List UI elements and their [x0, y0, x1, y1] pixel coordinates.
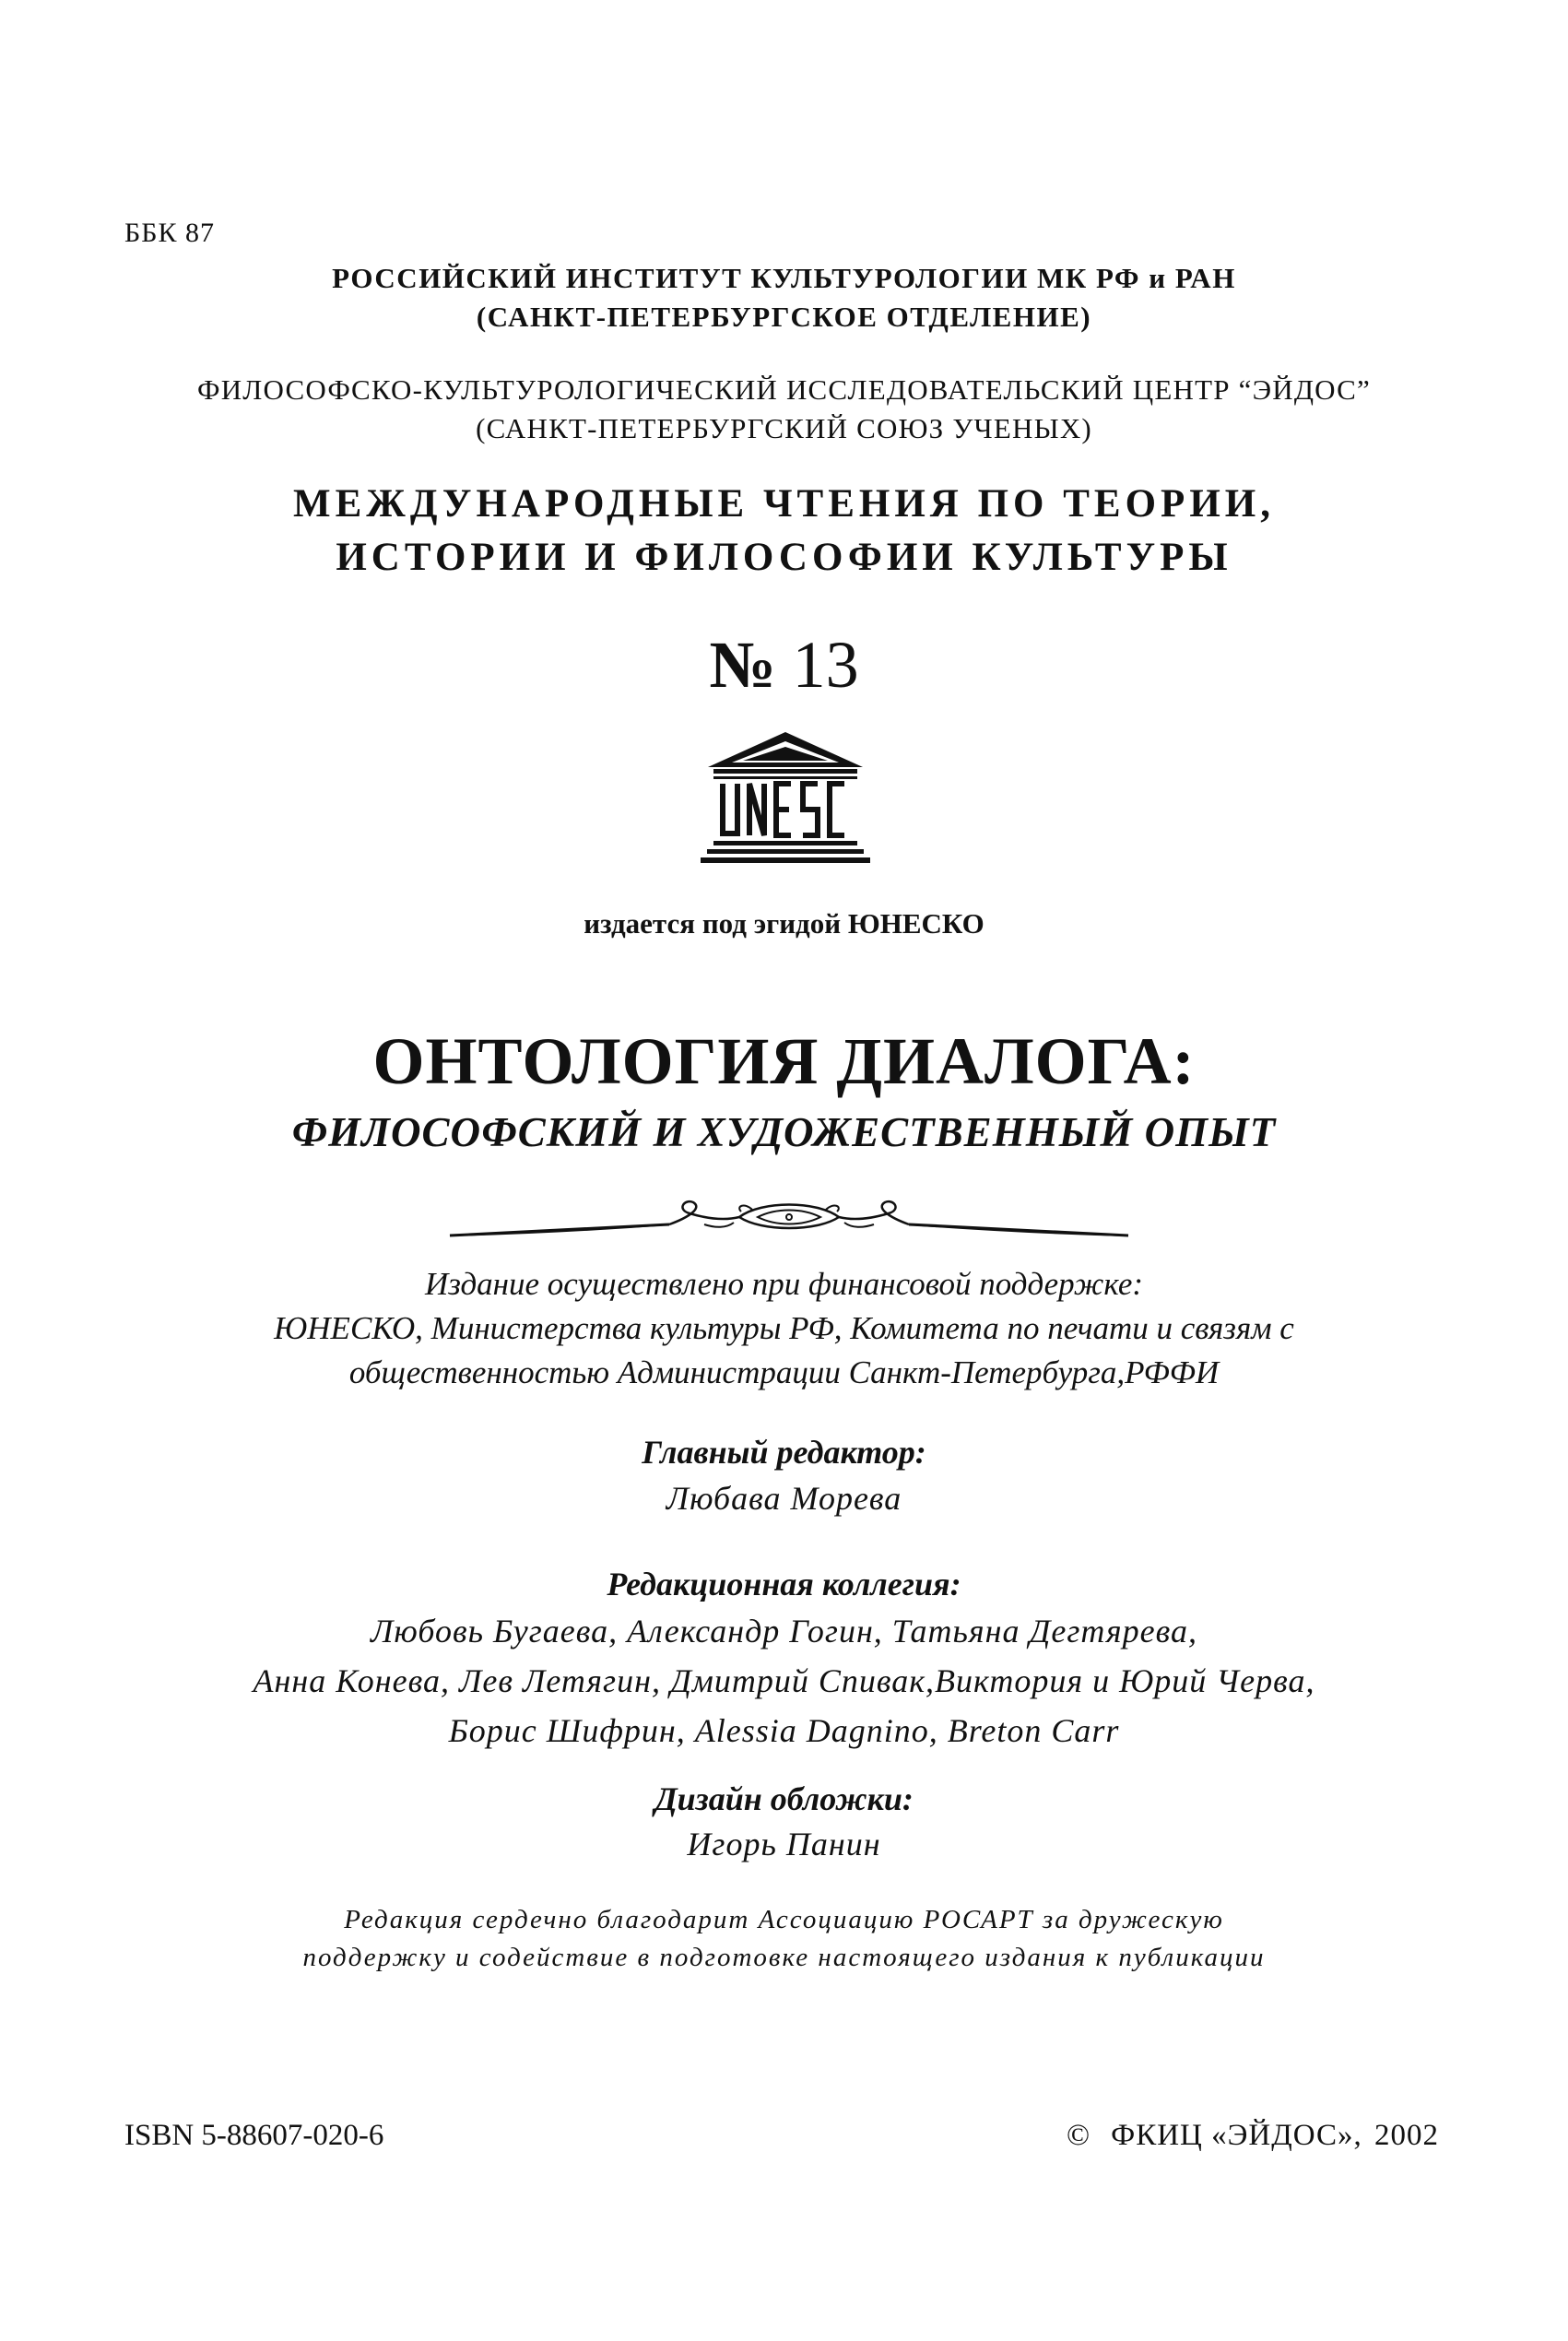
institute-branch: (САНКТ-ПЕТЕРБУРГСКОЕ ОТДЕЛЕНИЕ) [476, 301, 1092, 333]
aegis-note: издается под эгидой ЮНЕСКО [584, 907, 984, 940]
flourish-divider-icon [448, 1197, 1130, 1243]
book-subtitle: ФИЛОСОФСКИЙ И ХУДОЖЕСТВЕННЫЙ ОПЫТ [291, 1109, 1277, 1155]
thanks-line2: поддержку и содействие в подготовке настоящего издания к публикации [302, 1943, 1266, 1972]
funding-sponsors-line2: общественностью Администрации Санкт-Петербурга,РФФИ [348, 1354, 1220, 1390]
issue-number [0, 627, 1568, 703]
series-title-line2: ИСТОРИИ И ФИЛОСОФИИ КУЛЬТУРЫ [336, 536, 1232, 579]
board-members-line3: Борис Шифрин, Alessia Dagnino, Breton Carr [448, 1712, 1120, 1749]
isbn: ISBN 5-88607-020-6 [124, 2119, 384, 2152]
cover-design-heading: Дизайн обложки: [654, 1780, 914, 1817]
series-title-line1: МЕЖДУНАРОДНЫЕ ЧТЕНИЯ ПО ТЕОРИИ, [293, 482, 1275, 526]
issue-sign: № [709, 628, 776, 702]
funding-sponsors-line1: ЮНЕСКО, Министерства культуры РФ, Комитета по печати и связям с [274, 1310, 1294, 1346]
funding-heading: Издание осуществлено при финансовой поддержке: [424, 1266, 1144, 1302]
cover-designer-name: Игорь Панин [687, 1826, 881, 1862]
copyright-year: 2002 [1374, 2119, 1439, 2152]
book-title: ОНТОЛОГИЯ ДИАЛОГА: [372, 1024, 1196, 1098]
copyright-publisher: ФКИЦ «ЭЙДОС», [1111, 2119, 1362, 2152]
unesco-logo-text: UNESCO [785, 822, 790, 823]
bbk-code: ББК 87 [124, 218, 215, 248]
unesco-logo-icon [701, 730, 870, 867]
chief-editor-heading: Главный редактор: [642, 1434, 926, 1471]
board-members-line1: Любовь Бугаева, Александр Гогин, Татьяна Дегтярева, [371, 1613, 1197, 1649]
institute-name: РОССИЙСКИЙ ИНСТИТУТ КУЛЬТУРОЛОГИИ МК РФ и РАН [332, 262, 1236, 294]
center-name: ФИЛОСОФСКО-КУЛЬТУРОЛОГИЧЕСКИЙ ИССЛЕДОВАТЕЛЬСКИЙ ЦЕНТР “ЭЙДОС” [197, 373, 1371, 406]
thanks-line1: Редакция сердечно благодарит Ассоциацию РОСАРТ за дружескую [344, 1905, 1224, 1934]
issue-value: 13 [792, 628, 859, 702]
copyright [1067, 2119, 1439, 2153]
chief-editor-name: Любава Морева [666, 1480, 902, 1517]
center-union: (САНКТ-ПЕТЕРБУРГСКИЙ СОЮЗ УЧЕНЫХ) [476, 412, 1092, 444]
board-heading: Редакционная коллегия: [607, 1566, 961, 1602]
copyright-icon: © [1067, 2119, 1091, 2152]
unesco-temple-logo [701, 730, 870, 867]
board-members-line2: Анна Конева, Лев Летягин, Дмитрий Спивак,Виктория и Юрий Черва, [253, 1662, 1315, 1699]
